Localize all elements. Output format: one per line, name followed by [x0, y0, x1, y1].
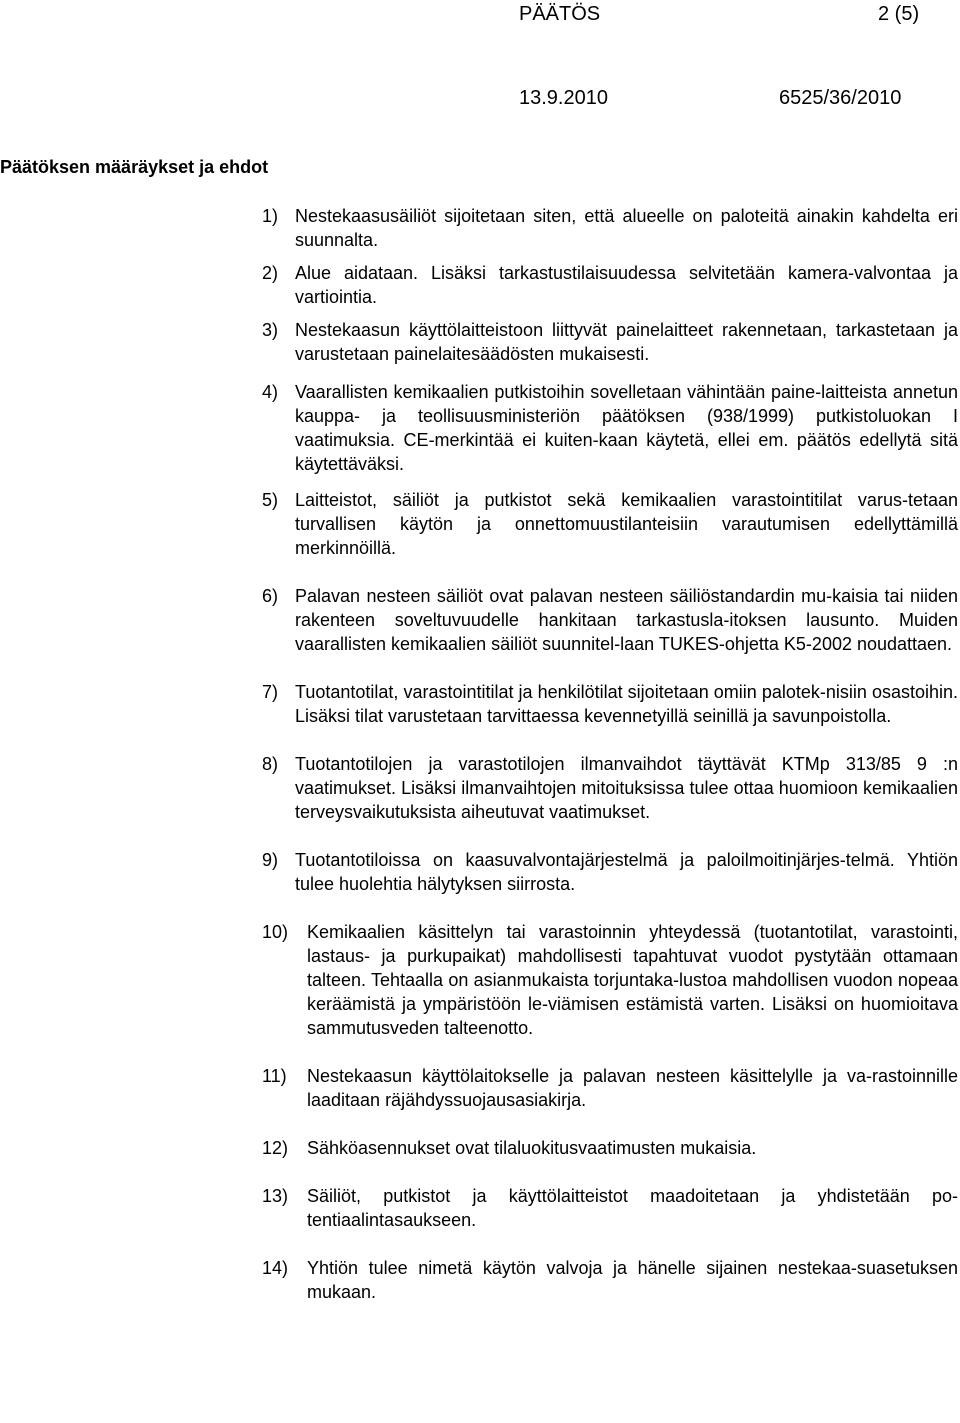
- document-reference: 6525/36/2010: [779, 87, 902, 109]
- list-item: [262, 680, 958, 728]
- item-text: Tuotantotilojen ja varastotilojen ilmanvaihdot täyttävät KTMp 313/85 9 :n vaatimukset. Lisäksi ilmanvaihtojen mitoituksissa tulee ottaa huomioon kemikaalien terveysvaikutuksista aiheutuvat vaatimukset.: [295, 754, 958, 822]
- section-title: Päätöksen määräykset ja ehdot: [0, 157, 269, 177]
- item-number: 6): [262, 586, 279, 606]
- item-number: 14): [262, 1258, 289, 1278]
- item-text: Yhtiön tulee nimetä käytön valvoja ja hänelle sijainen nestekaa-suasetuksen mukaan.: [307, 1258, 958, 1302]
- list-item: [262, 488, 958, 560]
- item-text: Nestekaasun käyttölaitteistoon liittyvät painelaitteet rakennetaan, tarkastetaan ja varustetaan painelaitesäädösten mukaisesti.: [295, 320, 958, 364]
- item-number: 12): [262, 1138, 289, 1158]
- item-number: 10): [262, 922, 289, 942]
- conditions-list: [262, 204, 958, 1304]
- item-number: 11): [262, 1066, 287, 1086]
- item-text: Nestekaasun käyttölaitokselle ja palavan nesteen käsittelylle ja va-rastoinnille laaditaan räjähdyssuojausasiakirja.: [307, 1066, 958, 1110]
- list-item: [262, 848, 958, 896]
- item-text: Nestekaasusäiliöt sijoitetaan siten, että alueelle on paloteitä ainakin kahdelta eri suunnalta.: [295, 206, 958, 250]
- item-text: Sähköasennukset ovat tilaluokitusvaatimusten mukaisia.: [307, 1138, 757, 1158]
- item-text: Vaarallisten kemikaalien putkistoihin sovelletaan vähintään paine-laitteista annetun kauppa- ja teollisuusministeriön päätöksen (938/1999) putkistoluokan I vaatimuksia. CE-merkintää ei kuiten-kaan käytetä, ellei em. päätös edellytä sitä käytettäväksi.: [295, 382, 958, 474]
- list-item: [262, 752, 958, 824]
- item-text: Säiliöt, putkistot ja käyttölaitteistot maadoitetaan ja yhdistetään po-tentiaalintasaukseen.: [307, 1186, 958, 1230]
- item-text: Laitteistot, säiliöt ja putkistot sekä kemikaalien varastointitilat varus-tetaan turvallisen käytön ja onnettomuustilanteisiin varautumisen edellyttämillä merkinnöillä.: [295, 490, 958, 558]
- list-item: [262, 380, 958, 476]
- list-item: [262, 261, 958, 309]
- item-number: 2): [262, 263, 279, 283]
- list-item: [262, 1064, 958, 1112]
- item-text: Palavan nesteen säiliöt ovat palavan nesteen säiliöstandardin mu-kaisia tai niiden rakenteen soveltuvuudelle hankitaan tarkastusla-itoksen lausunto. Muiden vaarallisten kemikaalien säiliöt suunnitel-laan TUKES-ohjetta K5-2002 noudattaen.: [295, 586, 958, 654]
- item-number: 3): [262, 320, 279, 340]
- item-number: 4): [262, 382, 279, 402]
- item-number: 13): [262, 1186, 289, 1206]
- list-item: [262, 1256, 958, 1304]
- list-item: [262, 1184, 958, 1232]
- list-item: [262, 584, 958, 656]
- item-text: Tuotantotiloissa on kaasuvalvontajärjestelmä ja paloilmoitinjärjes-telmä. Yhtiön tulee huolehtia hälytyksen siirrosta.: [295, 850, 958, 894]
- item-text: Tuotantotilat, varastointitilat ja henkilötilat sijoitetaan omiin palotek-nisiin osastoihin. Lisäksi tilat varustetaan tarvittaessa kevennetyillä seinillä ja savunpoistolla.: [295, 682, 958, 726]
- item-number: 8): [262, 754, 279, 774]
- list-item: [262, 1136, 958, 1160]
- item-number: 5): [262, 490, 279, 510]
- item-number: 7): [262, 682, 279, 702]
- page-number: 2 (5): [878, 3, 920, 25]
- list-item: [262, 920, 958, 1040]
- document-type: PÄÄTÖS: [519, 3, 601, 25]
- item-text: Kemikaalien käsittelyn tai varastoinnin yhteydessä (tuotantotilat, varastointi, lastaus- ja purkupaikat) mahdollisesti tapahtuvat vuodot pystytään ottamaan talteen. Tehtaalla on asianmukaista torjuntaka-lustoa mahdollisen vuodon nopeaa keräämistä ja ympäristöön le-viämisen estämistä varten. Lisäksi on huomioitava sammutusveden talteenotto.: [307, 922, 958, 1038]
- item-text: Alue aidataan. Lisäksi tarkastustilaisuudessa selvitetään kamera-valvontaa ja vartiointia.: [295, 263, 958, 307]
- document-date: 13.9.2010: [519, 87, 608, 109]
- list-item: [262, 204, 958, 252]
- item-number: 1): [262, 206, 279, 226]
- item-number: 9): [262, 850, 279, 870]
- list-item: [262, 318, 958, 366]
